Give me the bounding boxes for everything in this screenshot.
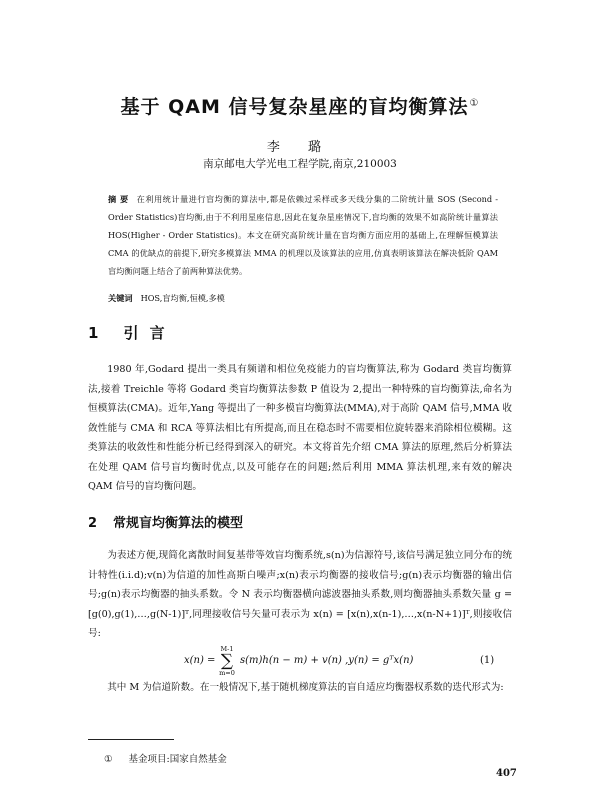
footnote — [104, 751, 227, 765]
section-1-paragraph: 1980 年,Godard 提出一类具有频谱和相位免疫能力的盲均衡算法,称为 Godard 类盲均衡算法,接着 Treichle 等将 Godard 类盲均衡算法参数 P 值设为 2,提出一种特殊的盲均衡算法,命名为恒模算法(CMA)。近年,Yang 等提出了一种多模盲均衡算法(MMA),对于高阶 QAM 信号,MMA 收敛性能与 CMA 和 RCA 等算法相比有所提高,而且在稳态时不需要相位旋转器来消除相位模糊。这类算法的收敛性和性能分析已经得到深入的研究。本文将首先介绍 CMA 算法的原理,然后分析算法在处理 QAM 信号盲均衡时优点,以及可能存在的问题;然后利用 MMA 算法机理,来有效的解决 QAM 信号的盲均衡问题。 — [88, 364, 512, 492]
author-affiliation: 南京邮电大学光电工程学院,南京,210003 — [203, 158, 397, 170]
sigma-icon: ∑ — [220, 651, 234, 671]
page-number: 407 — [496, 768, 517, 779]
keywords-label: 关键词 — [108, 293, 133, 303]
section-2-heading — [88, 512, 243, 531]
equation-rhs: s(m)h(n − m) + v(n) ,y(n) = gᵀx(n) — [240, 655, 414, 666]
abstract-text: 在利用统计量进行盲均衡的算法中,都是依赖过采样或多天线分集的二阶统计量 SOS (Second - Order Statistics)盲均衡,由于不利用星座信息,因此在复杂星座情况下,盲均衡的效果不如高阶统计量算法 HOS(Higher - Order Statistics)。本文在研究高阶统计量在盲均衡方面应用的基础上,在理解恒模算法 CMA 的优缺点的前提下,研究多模算法 MMA 的机理以及该算法的应用,仿真表明该算法在解决低阶 QAM 盲均衡问题上结合了前两种算法优势。 — [108, 194, 498, 276]
abstract-block — [108, 190, 498, 280]
abstract-label: 摘 要 — [108, 194, 129, 204]
title-text: 基于 QAM 信号复杂星座的盲均衡算法 — [120, 96, 469, 118]
keywords-block — [108, 293, 498, 304]
section-2-number: 2 — [88, 516, 98, 531]
section-1-number: 1 — [88, 324, 102, 342]
section-2-paragraph: 为表述方便,现简化离散时间复基带等效盲均衡系统,s(n)为信源符号,该信号满足独立同分布的统计特性(i.i.d);v(n)为信道的加性高斯白噪声;x(n)表示均衡器的接收信号;g(n)表示均衡器的输出信号;g(n)表示均衡器的抽头系数。令 N 表示均衡器横向滤波器抽头系数,则均衡器抽头系数矢量 g = [g(0),g(1),…,g(N-1)]ᵀ,同理接收信号矢量可表示为 x(n) = [x(n),x(n-1),…,x(n-N+1)]ᵀ,则接收信号: — [88, 550, 512, 639]
equation-lhs: x(n) = — [184, 655, 216, 666]
footnote-text: 基金项目:国家自然基金 — [128, 754, 227, 765]
keywords-text: HOS,盲均衡,恒模,多模 — [140, 293, 225, 303]
sum-lower-limit: m=0 — [219, 669, 235, 677]
sum-upper-limit: M-1 — [220, 645, 234, 653]
equation-number: (1) — [480, 655, 495, 666]
author-name: 李 璐 — [266, 140, 334, 155]
title-footnote-mark: ① — [469, 97, 480, 109]
section-2-continuation: 其中 M 为信道阶数。在一般情况下,基于随机梯度算法的盲自适应均衡器权系数的迭代形式为: — [107, 682, 504, 693]
paper-title — [0, 92, 600, 119]
footnote-mark: ① — [104, 754, 113, 765]
section-2-title: 常规盲均衡算法的模型 — [113, 516, 244, 531]
footnote-divider — [88, 739, 174, 740]
section-1-heading — [88, 322, 168, 343]
section-1-title: 引 言 — [123, 324, 168, 342]
summation-symbol — [216, 645, 238, 677]
equation-1 — [88, 645, 512, 677]
